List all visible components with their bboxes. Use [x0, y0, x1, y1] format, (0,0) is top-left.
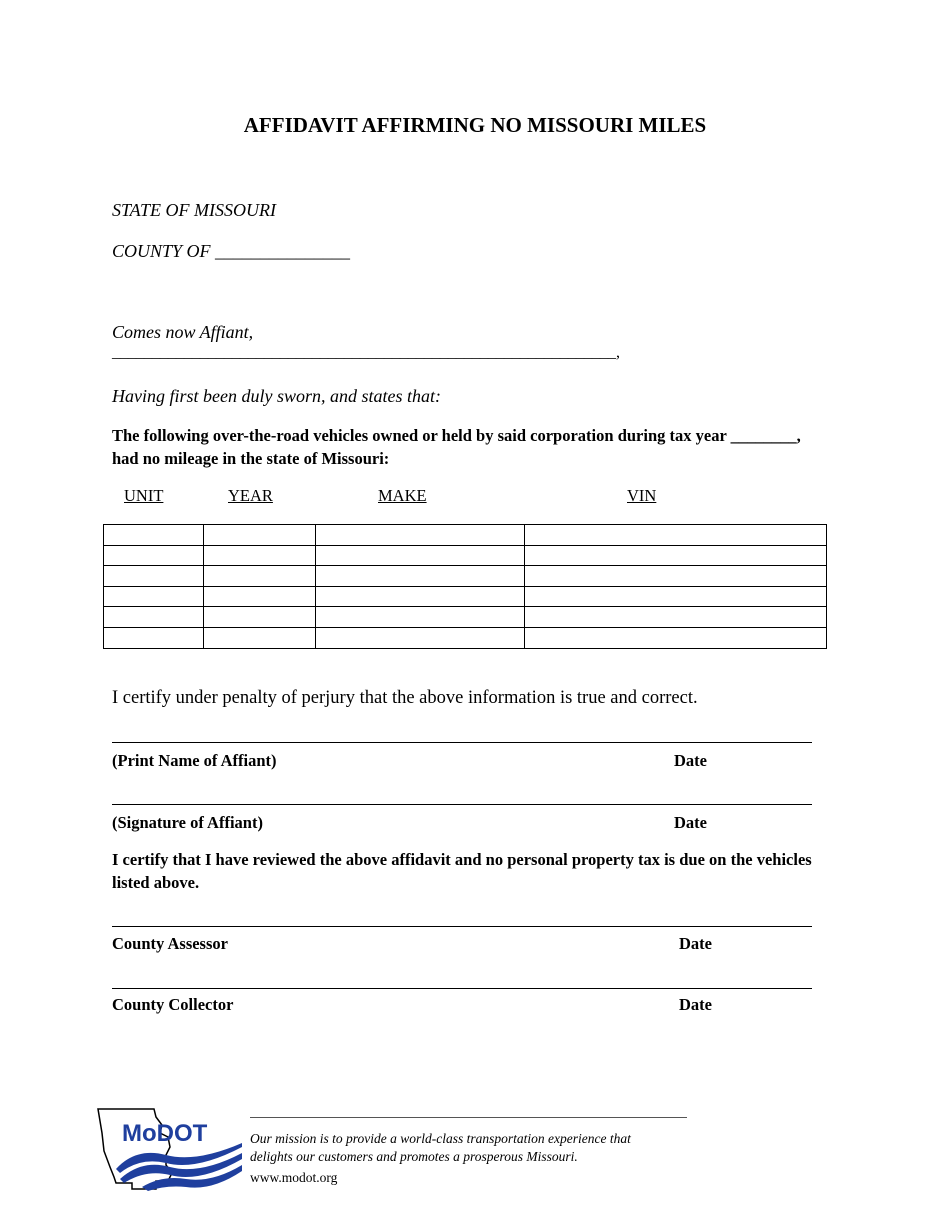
- year-cell[interactable]: [204, 627, 316, 648]
- wave-icon: [116, 1143, 242, 1173]
- make-cell[interactable]: [316, 586, 525, 607]
- signature-label: (Signature of Affiant): [112, 813, 263, 832]
- state-label: STATE OF MISSOURI: [112, 200, 276, 220]
- table-row: [104, 566, 827, 587]
- vehicle-table: [103, 524, 827, 649]
- year-cell[interactable]: [204, 525, 316, 546]
- column-header-unit: UNIT: [124, 486, 164, 505]
- print-name-signature-line[interactable]: [112, 742, 812, 743]
- assessor-signature-line[interactable]: [112, 926, 812, 927]
- make-cell[interactable]: [316, 566, 525, 587]
- mission-statement: [250, 1130, 690, 1166]
- county-collector-label: County Collector: [112, 995, 234, 1014]
- vin-cell[interactable]: [525, 586, 827, 607]
- table-row: [104, 627, 827, 648]
- unit-cell[interactable]: [104, 607, 204, 628]
- table-row: [104, 607, 827, 628]
- table-row: [104, 545, 827, 566]
- sworn-text: Having first been duly sworn, and states that:: [112, 386, 441, 406]
- year-cell[interactable]: [204, 566, 316, 587]
- unit-cell[interactable]: [104, 525, 204, 546]
- county-label: COUNTY OF _______________: [112, 241, 351, 261]
- vin-cell[interactable]: [525, 545, 827, 566]
- unit-cell[interactable]: [104, 586, 204, 607]
- website-link[interactable]: www.modot.org: [250, 1170, 338, 1185]
- comes-now-text: Comes now Affiant,: [112, 322, 254, 342]
- modot-logo: [96, 1107, 244, 1191]
- make-cell[interactable]: [316, 545, 525, 566]
- collector-date-label: Date: [679, 995, 712, 1014]
- review-statement-line-2: listed above.: [112, 873, 200, 892]
- column-header-make: MAKE: [378, 486, 427, 505]
- mission-line-1: Our mission is to provide a world-class transportation experience that: [250, 1131, 631, 1146]
- make-cell[interactable]: [316, 627, 525, 648]
- print-name-date-label: Date: [674, 751, 707, 770]
- vin-cell[interactable]: [525, 627, 827, 648]
- affiant-name-line: _______________________________________________________________,: [112, 344, 620, 361]
- vin-cell[interactable]: [525, 607, 827, 628]
- county-assessor-label: County Assessor: [112, 934, 228, 953]
- table-row: [104, 525, 827, 546]
- modot-logo-text: MoDOT: [122, 1120, 208, 1147]
- year-cell[interactable]: [204, 545, 316, 566]
- table-row: [104, 586, 827, 607]
- column-header-year: YEAR: [228, 486, 273, 505]
- vin-cell[interactable]: [525, 566, 827, 587]
- vehicles-statement-line-1: The following over-the-road vehicles owned or held by said corporation during tax year ________,: [112, 426, 801, 445]
- assessor-date-label: Date: [679, 934, 712, 953]
- mission-line-2: delights our customers and promotes a prosperous Missouri.: [250, 1149, 578, 1164]
- unit-cell[interactable]: [104, 566, 204, 587]
- unit-cell[interactable]: [104, 545, 204, 566]
- signature-date-label: Date: [674, 813, 707, 832]
- make-cell[interactable]: [316, 525, 525, 546]
- year-cell[interactable]: [204, 586, 316, 607]
- perjury-certification: I certify under penalty of perjury that the above information is true and correct.: [112, 688, 698, 708]
- document-title: AFFIDAVIT AFFIRMING NO MISSOURI MILES: [243, 113, 707, 137]
- review-statement-line-1: I certify that I have reviewed the above affidavit and no personal property tax is due on the vehicles: [112, 850, 812, 869]
- column-header-vin: VIN: [627, 486, 657, 505]
- unit-cell[interactable]: [104, 627, 204, 648]
- make-cell[interactable]: [316, 607, 525, 628]
- vin-cell[interactable]: [525, 525, 827, 546]
- signature-line[interactable]: [112, 804, 812, 805]
- collector-signature-line[interactable]: [112, 988, 812, 989]
- footer-divider: [250, 1117, 687, 1118]
- print-name-label: (Print Name of Affiant): [112, 751, 277, 770]
- vehicles-statement-line-2: had no mileage in the state of Missouri:: [112, 449, 390, 468]
- year-cell[interactable]: [204, 607, 316, 628]
